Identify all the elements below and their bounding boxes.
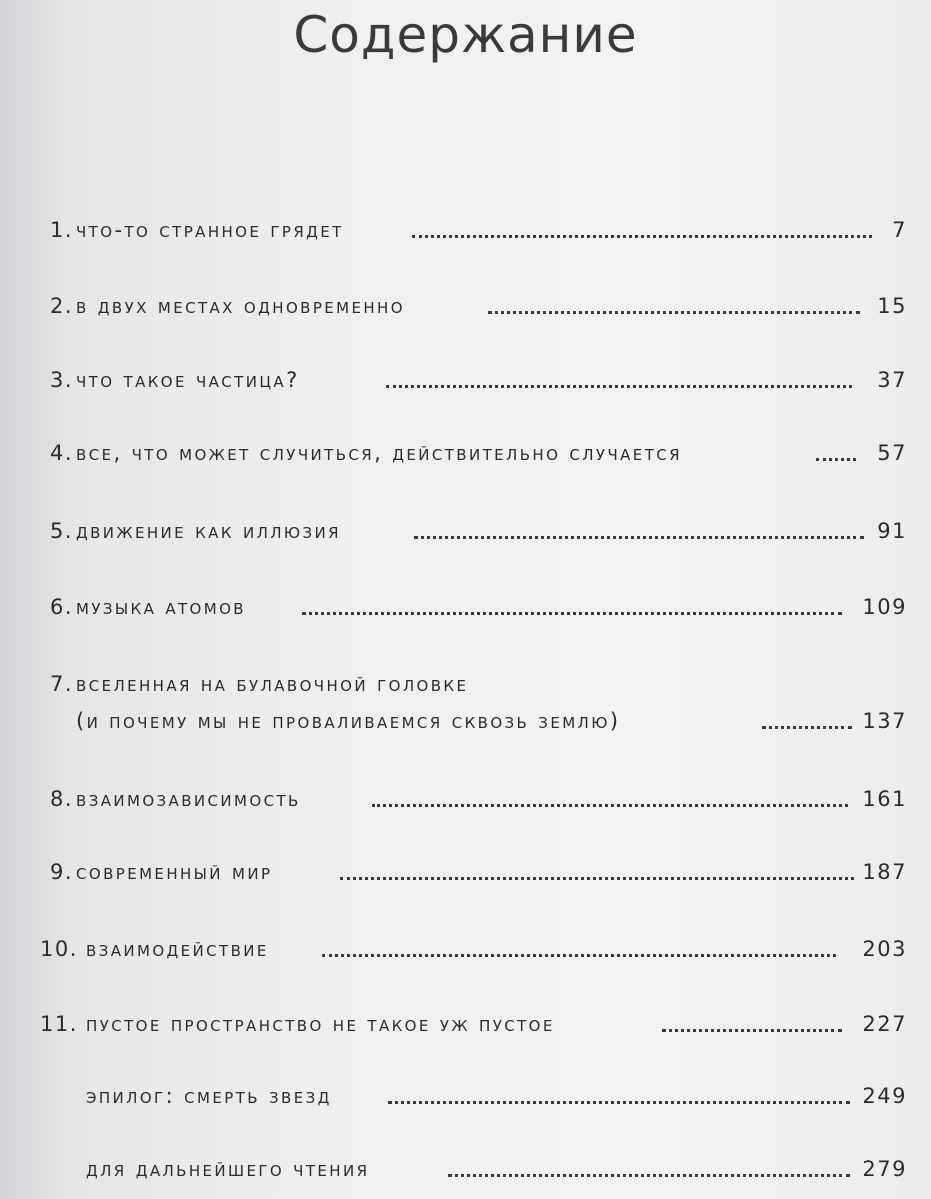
dot-leader: [488, 282, 860, 314]
entry-title: эпилог: смерть звезд: [86, 1084, 332, 1108]
dot-leader: [340, 848, 854, 880]
page-title: Содержание: [293, 6, 638, 64]
toc-entry-further-reading: [0, 1153, 931, 1185]
entry-title: взаимозависимость: [76, 787, 301, 811]
entry-number: 6.: [50, 595, 74, 619]
toc-entry-10: [0, 933, 931, 965]
toc-entry-7-continued: [0, 705, 931, 737]
entry-page: 7: [892, 218, 907, 242]
entry-page: 137: [862, 709, 907, 733]
entry-number: 2.: [50, 294, 74, 318]
dot-leader: [412, 206, 872, 238]
entry-number: 7.: [50, 672, 74, 696]
dot-leader: [322, 925, 836, 957]
toc-entry-5: [0, 515, 931, 547]
entry-page: 279: [862, 1157, 907, 1181]
dot-leader: [414, 507, 864, 539]
entry-page: 57: [877, 441, 907, 465]
entry-number: 9.: [50, 860, 74, 884]
toc-entry-2: [0, 290, 931, 322]
toc-entry-1: [0, 214, 931, 246]
entry-title: современный мир: [76, 860, 273, 884]
toc-entry-8: [0, 783, 931, 815]
dot-leader: [762, 697, 852, 729]
entry-number: 5.: [50, 519, 74, 543]
entry-title: для дальнейшего чтения: [86, 1157, 370, 1181]
dot-leader: [302, 583, 842, 615]
entry-page: 37: [877, 368, 907, 392]
entry-title-continued: (и почему мы не проваливаемся сквозь землю): [76, 709, 621, 733]
entry-page: 203: [862, 937, 907, 961]
entry-number: 3.: [50, 368, 74, 392]
entry-number: 4.: [50, 441, 74, 465]
entry-title: вселенная на булавочной головке: [76, 672, 469, 696]
entry-title: что-то странное грядет: [76, 218, 344, 242]
entry-page: 15: [877, 294, 907, 318]
entry-page: 227: [862, 1012, 907, 1036]
entry-page: 249: [862, 1084, 907, 1108]
toc-entry-3: [0, 364, 931, 396]
dot-leader: [448, 1145, 850, 1177]
dot-leader: [816, 429, 856, 461]
entry-title: все, что может случиться, действительно случается: [76, 441, 682, 465]
entry-number: 1.: [50, 218, 74, 242]
entry-number: 8.: [50, 787, 74, 811]
toc-entry-6: [0, 591, 931, 623]
dot-leader: [662, 1000, 842, 1032]
entry-title: движение как иллюзия: [76, 519, 341, 543]
entry-page: 161: [862, 787, 907, 811]
entry-page: 109: [862, 595, 907, 619]
entry-title: что такое частица?: [76, 368, 300, 392]
toc-entry-9: [0, 856, 931, 888]
toc-entry-11: [0, 1008, 931, 1040]
dot-leader: [386, 356, 852, 388]
entry-title: пустое пространство не такое уж пустое: [86, 1012, 555, 1036]
entry-number: 10.: [40, 937, 78, 961]
dot-leader: [372, 775, 848, 807]
toc-entry-7: [0, 668, 931, 700]
entry-page: 91: [877, 519, 907, 543]
toc-entry-epilogue: [0, 1080, 931, 1112]
entry-title: в двух местах одновременно: [76, 294, 405, 318]
toc-entry-4: [0, 437, 931, 469]
dot-leader: [388, 1072, 850, 1104]
entry-title: взаимодействие: [86, 937, 269, 961]
entry-page: 187: [862, 860, 907, 884]
entry-title: музыка атомов: [76, 595, 246, 619]
entry-number: 11.: [40, 1012, 78, 1036]
